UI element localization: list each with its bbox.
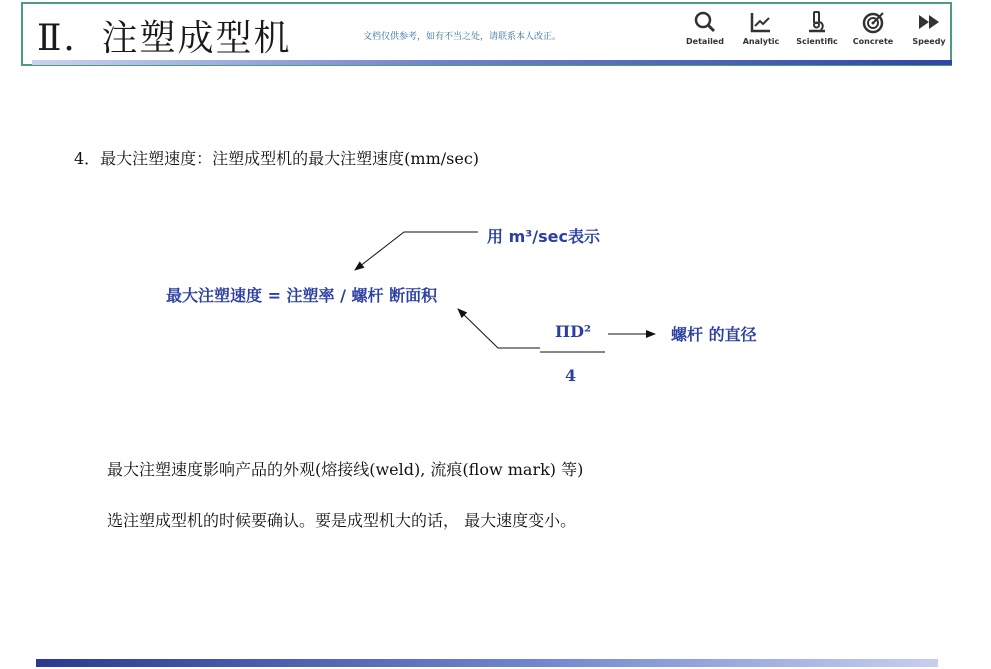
bottom-pointer-line: [458, 309, 540, 348]
header-underline: [32, 60, 952, 65]
formula-text: 最大注塑速度 = 注塑率 / 螺杆 断面积: [166, 286, 438, 305]
fraction-denominator: 4: [565, 366, 577, 385]
analytic-label: Analytic: [742, 37, 780, 46]
footer-bar: [36, 659, 938, 667]
diameter-label: 螺杆 的直径: [671, 325, 757, 344]
top-pointer-line: [355, 232, 478, 270]
magnifier-icon: [690, 10, 720, 34]
paragraph-appearance: 最大注塑速度影响产品的外观(熔接线(weld), 流痕(flow mark) 等): [107, 460, 584, 479]
concrete-label: Concrete: [852, 37, 894, 46]
fraction-numerator: ΠD²: [555, 322, 591, 341]
speedy-label: Speedy: [912, 37, 946, 46]
detailed-label: Detailed: [686, 37, 724, 46]
section-heading: 4．最大注塑速度：注塑成型机的最大注塑速度(mm/sec): [74, 149, 480, 168]
analytic-item[interactable]: [733, 10, 789, 46]
icon-toolbar: [677, 10, 957, 46]
scientific-item[interactable]: [789, 10, 845, 46]
concrete-item[interactable]: [845, 10, 901, 46]
paragraph-selection: 选注塑成型机的时候要确认。要是成型机大的话， 最大速度变小。: [107, 511, 577, 530]
fast-forward-icon: [914, 10, 944, 34]
target-icon: [858, 10, 888, 34]
microscope-icon: [802, 10, 832, 34]
scientific-label: Scientific: [796, 37, 838, 46]
detailed-item[interactable]: [677, 10, 733, 46]
page-title: Ⅱ．注塑成型机: [37, 18, 292, 59]
header-frame: [21, 2, 952, 66]
speedy-item[interactable]: [901, 10, 957, 46]
line-chart-icon: [746, 10, 776, 34]
unit-label: 用 m³/sec表示: [487, 227, 600, 246]
notice-text: 文档仅供参考，如有不当之处，请联系本人改正。: [363, 32, 562, 42]
